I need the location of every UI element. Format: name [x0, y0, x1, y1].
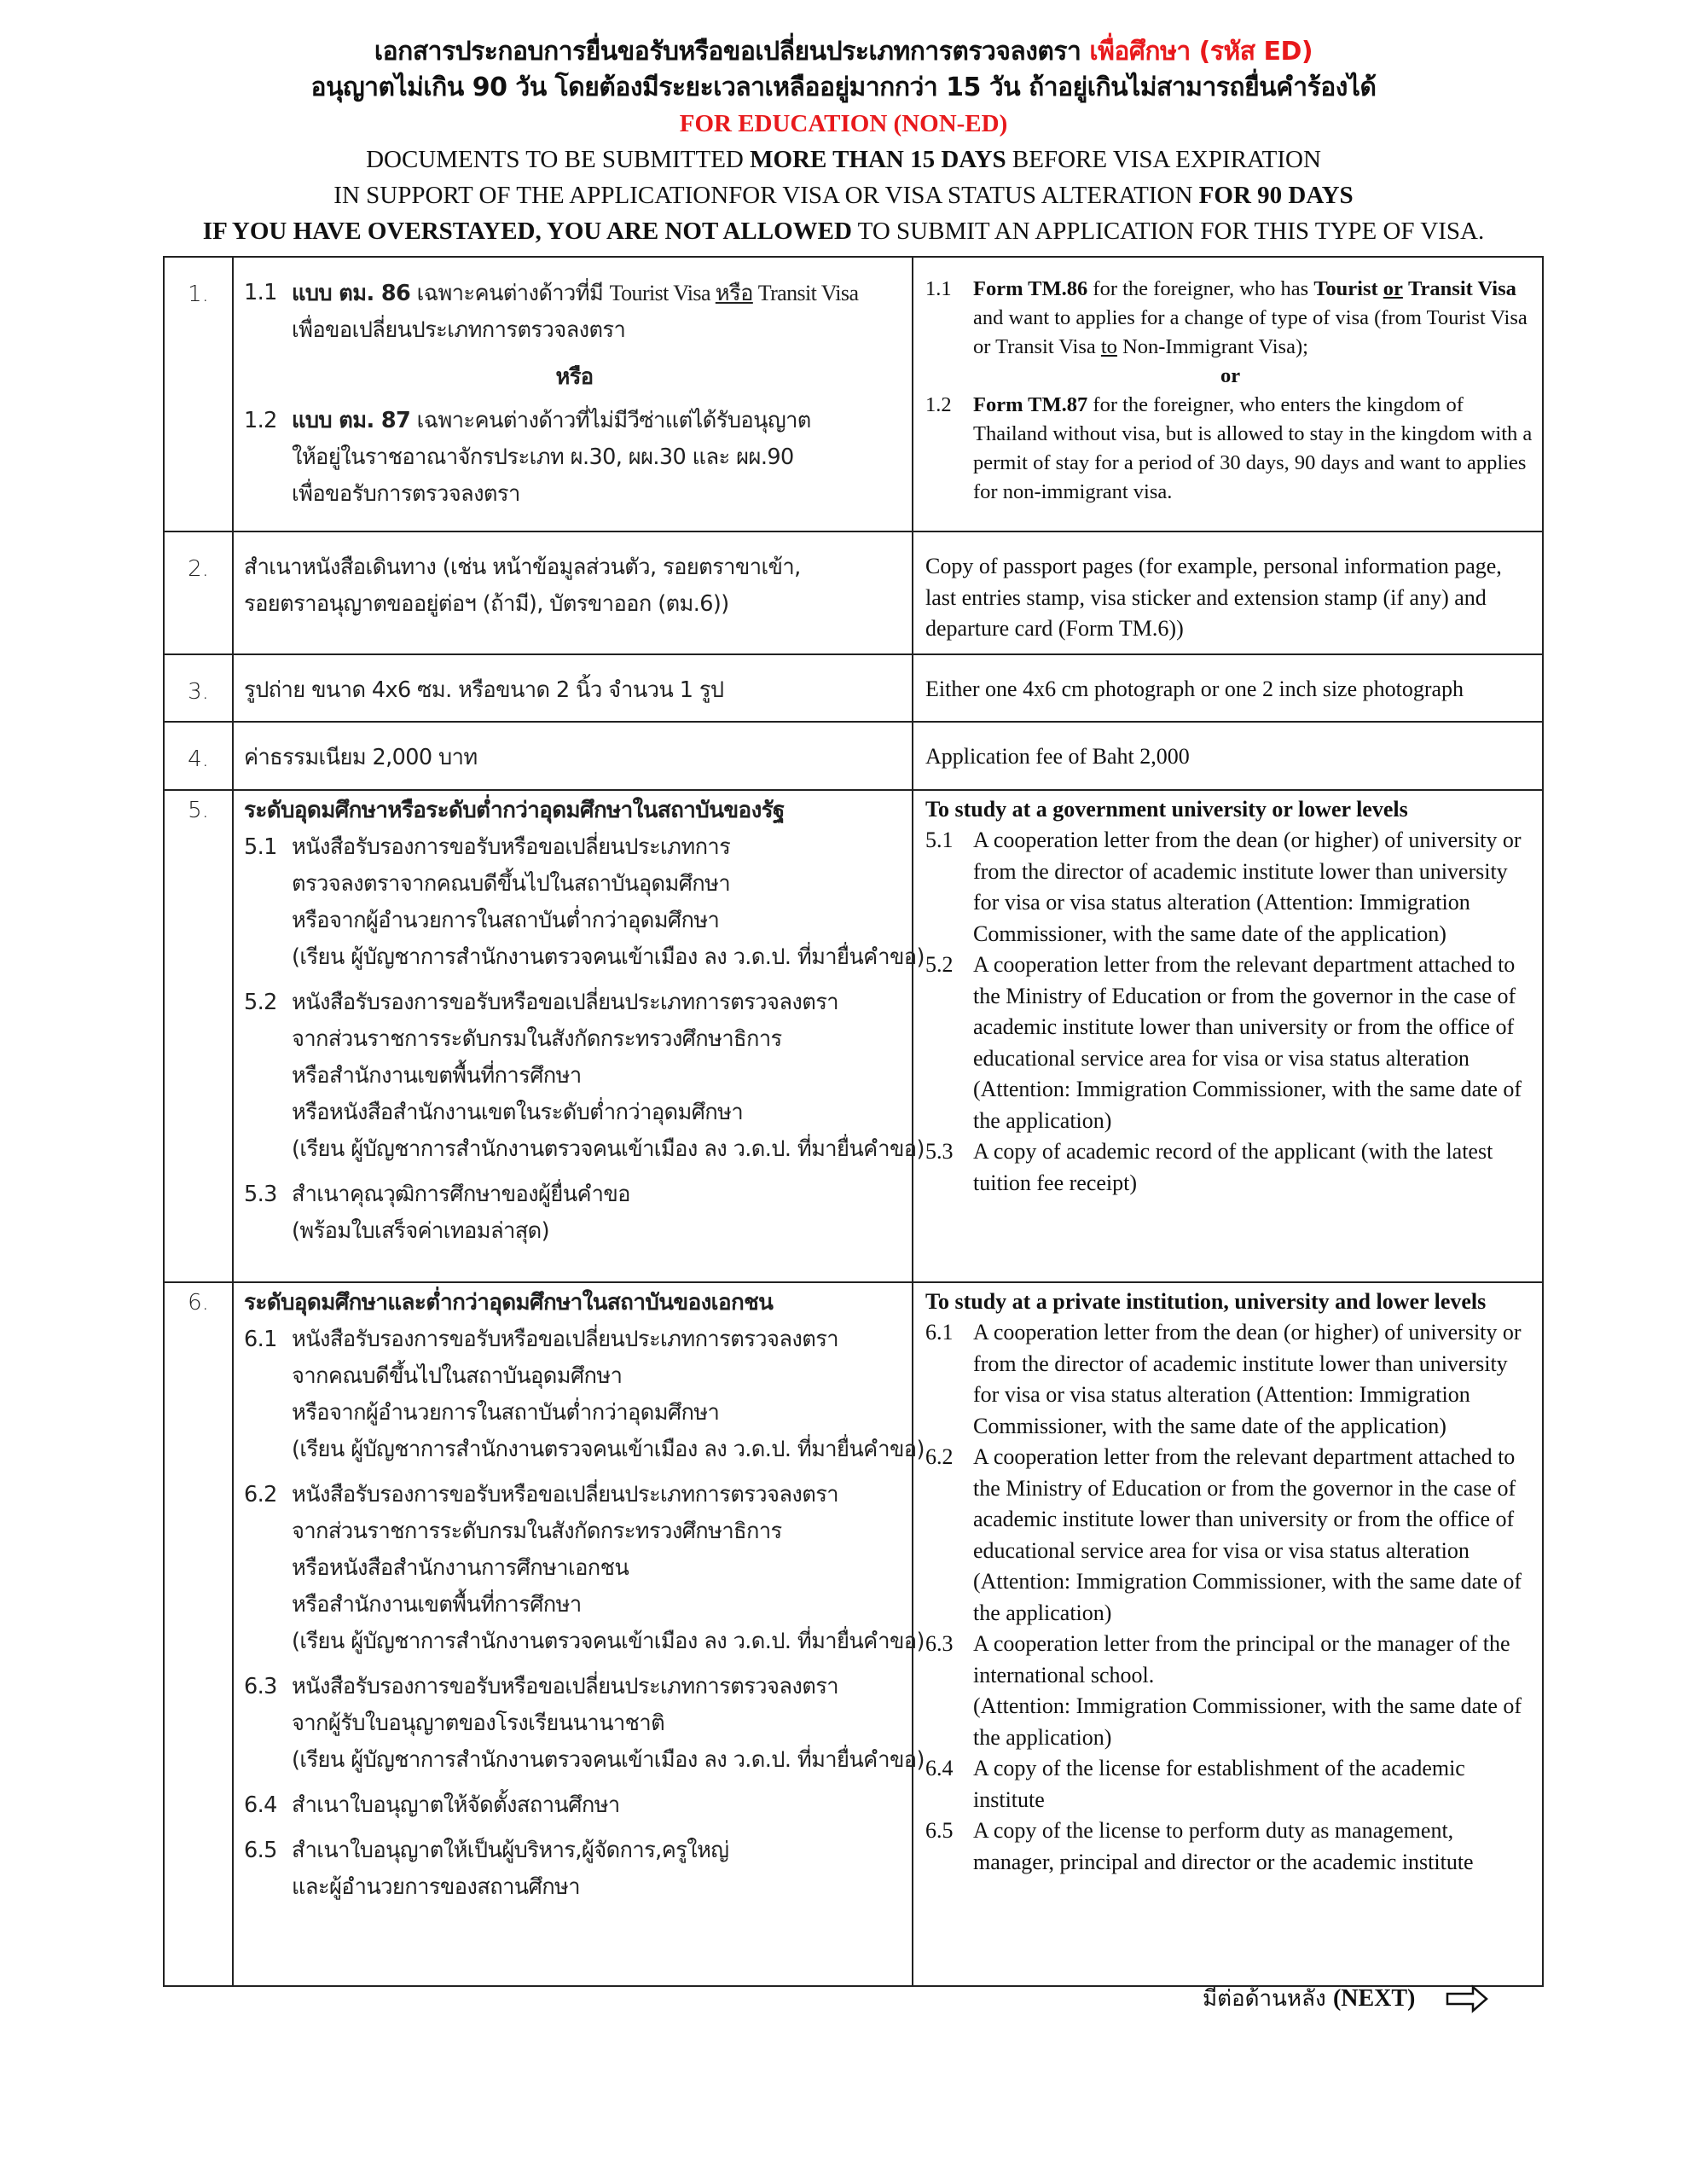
- submission-deadline-line: [0, 142, 1687, 177]
- table-row: [164, 722, 1543, 790]
- item-text: [973, 1136, 1535, 1199]
- item-line: สำเนาคุณวุฒิการศึกษาของผู้ยื่นคำขอ: [292, 1181, 630, 1207]
- item-label: 1.1: [925, 277, 952, 300]
- english-red-title: FOR EDUCATION (NON-ED): [679, 110, 1008, 137]
- item-label: 6.3: [925, 1631, 954, 1656]
- row-number: 2.: [164, 531, 233, 654]
- item-line: (เรียน ผู้บัญชาการสำนักงานตรวจคนเข้าเมือง ลง ว.ด.ป. ที่มายื่นคำขอ): [292, 1628, 925, 1654]
- table-row: [164, 654, 1543, 722]
- item-line: จากผู้รับใบอนุญาตของโรงเรียนนานาชาติ: [292, 1710, 665, 1736]
- item-text: [292, 829, 925, 976]
- item-line: (เรียน ผู้บัญชาการสำนักงานตรวจคนเข้าเมือง ลง ว.ด.ป. ที่มายื่นคำขอ): [292, 1746, 925, 1773]
- line6-a: IF YOU HAVE OVERSTAYED, YOU ARE NOT ALLOWED: [202, 218, 852, 245]
- footer-next: (NEXT): [1332, 1985, 1416, 2012]
- english-requirement: [913, 790, 1543, 1282]
- item-label: 1.2: [244, 408, 277, 433]
- english-requirement: Application fee of Baht 2,000: [913, 722, 1543, 790]
- english-item-list: [925, 1317, 1535, 1878]
- item-label: 5.3: [244, 1181, 277, 1207]
- item-body: A cooperation letter from the principal or the manager of the international school.: [973, 1631, 1510, 1687]
- list-item: [244, 985, 925, 1168]
- item-body: A copy of academic record of the applicant (with the latest tuition fee receipt): [973, 1139, 1493, 1195]
- item-text: [973, 950, 1535, 1136]
- item-line: หรือจากผู้อำนวยการในสถาบันต่ำกว่าอุดมศึกษา: [292, 1399, 720, 1426]
- text: Transit Visa: [1408, 277, 1516, 300]
- item-label: 5.2: [925, 952, 954, 977]
- text: and want to applies for a change of type of visa (from Tourist Visa or Transit Visa: [973, 306, 1528, 358]
- english-requirement: [913, 1282, 1543, 1986]
- item-label: 6.4: [244, 1792, 277, 1818]
- text: Transit Visa: [752, 281, 859, 305]
- item-line: (เรียน ผู้บัญชาการสำนักงานตรวจคนเข้าเมือง ลง ว.ด.ป. ที่มายื่นคำขอ): [292, 1436, 925, 1462]
- list-item: [925, 1753, 1535, 1815]
- list-item: [244, 1321, 925, 1468]
- table-row: [164, 1282, 1543, 1986]
- item-text: [973, 1629, 1535, 1753]
- line4-b: MORE THAN 15 DAYS: [750, 146, 1006, 173]
- row-number: 4.: [164, 722, 233, 790]
- item-line: หนังสือรับรองการขอรับหรือขอเปลี่ยนประเภทการตรวจลงตรา: [292, 1481, 839, 1507]
- item-body: A cooperation letter from the dean (or higher) of university or from the director of academic institute lower than university for visa or visa status alteration (Attention: Immigration Commissioner, with the same date of the application): [973, 1320, 1522, 1438]
- item-label: 1.2: [925, 393, 952, 416]
- item-label: 5.1: [925, 828, 954, 852]
- section-title: To study at a private institution, university and lower levels: [925, 1288, 1487, 1314]
- item-text: [292, 275, 905, 349]
- list-item: [244, 1787, 905, 1824]
- footer-text: [1203, 1981, 1415, 2016]
- text: Tourist Visa: [609, 281, 716, 305]
- item-line: หรือหนังสือสำนักงานเขตในระดับต่ำกว่าอุดมศึกษา: [292, 1099, 744, 1125]
- next-page-indicator: [1203, 1981, 1488, 2016]
- text: เฉพาะคนต่างด้าวที่มี: [410, 281, 610, 306]
- support-line: [0, 177, 1687, 213]
- item-text: [973, 1317, 1535, 1442]
- item-body: A cooperation letter from the dean (or higher) of university or from the director of academic institute lower than university for visa or visa status alteration (Attention: Immigration Commissioner, with the same date of the application): [973, 828, 1522, 946]
- list-item: [925, 275, 1535, 362]
- item-label: 6.1: [925, 1320, 954, 1345]
- item-line: (เรียน ผู้บัญชาการสำนักงานตรวจคนเข้าเมือง ลง ว.ด.ป. ที่มายื่นคำขอ): [292, 1136, 925, 1162]
- section-title: ระดับอุดมศึกษาหรือระดับต่ำกว่าอุดมศึกษาในสถาบันของรัฐ: [244, 797, 785, 823]
- item-line: หรือสำนักงานเขตพื้นที่การศึกษา: [292, 1591, 582, 1618]
- line5-a: IN SUPPORT OF THE APPLICATIONFOR VISA OR VISA STATUS ALTERATION: [333, 182, 1199, 209]
- text: หรือ: [715, 281, 753, 306]
- item-line: จากส่วนราชการระดับกรมในสังกัดกระทรวงศึกษาธิการ: [292, 1518, 782, 1544]
- thai-requirement: [233, 790, 925, 1282]
- thai-title: [0, 34, 1687, 70]
- right-arrow-icon: [1446, 1984, 1488, 2013]
- item-text: [292, 1176, 905, 1250]
- thai-item-list: [244, 1321, 925, 1906]
- list-item: [925, 391, 1535, 507]
- item-line: สำเนาใบอนุญาตให้เป็นผู้บริหาร,ผู้จัดการ,ครูใหญ่: [292, 1837, 729, 1863]
- english-requirement: Copy of passport pages (for example, personal information page, last entries stamp, visa sticker and extension stamp (if any) and departure card (Form TM.6)): [913, 531, 1543, 654]
- row-number: 5.: [164, 790, 233, 1282]
- list-item: [244, 1176, 905, 1250]
- table-row: [164, 531, 1543, 654]
- english-requirement: Either one 4x6 cm photograph or one 2 inch size photograph: [913, 654, 1543, 722]
- item-body: A copy of the license for establishment of the academic institute: [973, 1756, 1465, 1812]
- footer-thai: มีต่อด้านหลัง: [1203, 1986, 1333, 2012]
- item-label: 6.3: [244, 1673, 277, 1699]
- thai-requirement: ค่าธรรมเนียม 2,000 บาท: [233, 722, 913, 790]
- list-item: [925, 1317, 1535, 1442]
- item-label: 6.2: [925, 1444, 954, 1469]
- item-line: หนังสือรับรองการขอรับหรือขอเปลี่ยนประเภทการตรวจลงตรา: [292, 1673, 839, 1699]
- line5-b: FOR 90 DAYS: [1198, 182, 1354, 209]
- item-note: (Attention: Immigration Commissioner, with the same date of the application): [973, 1077, 1522, 1133]
- item-body: A copy of the license to perform duty as management, manager, principal and director or the academic institute: [973, 1818, 1474, 1874]
- text: รอยตราอนุญาตขออยู่ต่อฯ (ถ้ามี), บัตรขาออก (ตม.6)): [244, 591, 729, 617]
- overstay-warning: [0, 213, 1687, 249]
- item-line: และผู้อำนวยการของสถานศึกษา: [292, 1873, 580, 1900]
- item-label: 6.5: [925, 1818, 954, 1843]
- item-note: (Attention: Immigration Commissioner, with the same date of the application): [973, 1693, 1522, 1750]
- item-text: [973, 275, 1535, 362]
- item-label: 6.5: [244, 1837, 277, 1863]
- item-text: [973, 391, 1535, 507]
- thai-title-red: เพื่อศึกษา (รหัส ED): [1089, 37, 1313, 67]
- text: Form TM.87: [973, 393, 1088, 416]
- item-body: A cooperation letter from the relevant department attached to the Ministry of Education or from the governor in the case of academic institute lower than university or from the office of educational service area for visa or visa status alteration: [973, 952, 1516, 1071]
- line4-a: DOCUMENTS TO BE SUBMITTED: [366, 146, 751, 173]
- text: ให้อยู่ในราชอาณาจักรประเภท ผ.30, ผผ.30 และ ผผ.90: [292, 444, 794, 470]
- list-item: [244, 275, 905, 349]
- item-label: 1.1: [244, 280, 277, 305]
- list-item: [925, 1442, 1535, 1629]
- thai-item-list: [244, 829, 925, 1250]
- item-text: [973, 825, 1535, 950]
- list-item: [244, 1833, 905, 1906]
- item-text: [292, 1787, 905, 1824]
- item-line: จากคณบดีขึ้นไปในสถาบันอุดมศึกษา: [292, 1362, 623, 1389]
- item-label: 6.2: [244, 1481, 277, 1507]
- row-number: 6.: [164, 1282, 233, 1986]
- form-tm86-thai: แบบ ตม. 86: [292, 281, 411, 306]
- list-item: [925, 1815, 1535, 1878]
- item-line: หนังสือรับรองการขอรับหรือขอเปลี่ยนประเภทการตรวจลงตรา: [292, 1326, 839, 1352]
- item-label: 5.2: [244, 989, 277, 1015]
- text: เพื่อขอเปลี่ยนประเภทการตรวจลงตรา: [292, 317, 626, 343]
- item-label: 6.1: [244, 1326, 277, 1352]
- section-title: To study at a government university or lower levels: [925, 796, 1408, 822]
- row-number: 3.: [164, 654, 233, 722]
- text: Non-Immigrant Visa);: [1116, 335, 1308, 358]
- list-item: [244, 1669, 925, 1779]
- text: Tourist: [1313, 277, 1383, 300]
- thai-subtitle: อนุญาตไม่เกิน 90 วัน โดยต้องมีระยะเวลาเหลืออยู่มากกว่า 15 วัน ถ้าอยู่เกินไม่สามารถยื่นคำร้องได้: [310, 73, 1377, 102]
- document-header: [0, 34, 1687, 249]
- thai-requirement: [233, 257, 913, 531]
- english-requirement: [913, 257, 1543, 531]
- or-divider: หรือ: [555, 364, 594, 390]
- item-line: หรือจากผู้อำนวยการในสถาบันต่ำกว่าอุดมศึกษา: [292, 907, 720, 933]
- thai-title-main: เอกสารประกอบการยื่นขอรับหรือขอเปลี่ยนประเภทการตรวจลงตรา: [374, 37, 1090, 67]
- requirements-table: [163, 256, 1544, 1987]
- item-label: 6.4: [925, 1756, 954, 1780]
- list-item: [244, 403, 905, 513]
- text: Form TM.86: [973, 277, 1088, 300]
- list-item: [244, 1477, 925, 1660]
- list-item: [925, 825, 1535, 950]
- item-text: [973, 1442, 1535, 1629]
- text: for the foreigner, who has: [1087, 277, 1314, 300]
- line6-b: TO SUBMIT AN APPLICATION FOR THIS TYPE OF VISA.: [851, 218, 1485, 245]
- item-label: 5.1: [244, 834, 277, 860]
- text: เพื่อขอรับการตรวจลงตรา: [292, 481, 520, 507]
- item-line: จากส่วนราชการระดับกรมในสังกัดกระทรวงศึกษาธิการ: [292, 1025, 782, 1052]
- item-text: [292, 1321, 925, 1468]
- item-line: (เรียน ผู้บัญชาการสำนักงานตรวจคนเข้าเมือง ลง ว.ด.ป. ที่มายื่นคำขอ): [292, 944, 925, 970]
- item-text: [973, 1753, 1535, 1815]
- item-line: ตรวจลงตราจากคณบดีขึ้นไปในสถาบันอุดมศึกษา: [292, 870, 731, 897]
- item-line: หรือสำนักงานเขตพื้นที่การศึกษา: [292, 1062, 582, 1089]
- item-text: [292, 985, 925, 1168]
- text: to: [1100, 335, 1117, 358]
- item-text: [973, 1815, 1535, 1878]
- list-item: [925, 1629, 1535, 1753]
- table-row: [164, 257, 1543, 531]
- item-line: หรือหนังสือสำนักงานการศึกษาเอกชน: [292, 1554, 629, 1581]
- item-text: [292, 403, 905, 513]
- item-line: หนังสือรับรองการขอรับหรือขอเปลี่ยนประเภทการ: [292, 834, 731, 860]
- item-body: A cooperation letter from the relevant department attached to the Ministry of Education or from the governor in the case of academic institute lower than university or from the office of educational service area for visa or visa status alteration (Attention: Immigration Commissioner, with the same date of the application): [973, 1444, 1522, 1625]
- item-text: [292, 1833, 905, 1906]
- row-number: 1.: [164, 257, 233, 531]
- thai-requirement: [233, 531, 913, 654]
- english-item-list: [925, 825, 1535, 1199]
- text: สำเนาหนังสือเดินทาง (เช่น หน้าข้อมูลส่วนตัว, รอยตราขาเข้า,: [244, 555, 801, 580]
- form-tm87-thai: แบบ ตม. 87: [292, 408, 411, 433]
- item-text: [292, 1669, 925, 1779]
- thai-requirement: รูปถ่าย ขนาด 4x6 ซม. หรือขนาด 2 นิ้ว จำนวน 1 รูป: [233, 654, 913, 722]
- or-divider: or: [1220, 364, 1241, 387]
- thai-requirement: [233, 1282, 925, 1986]
- text: เฉพาะคนต่างด้าวที่ไม่มีวีซ่าแต่ได้รับอนุญาต: [410, 408, 811, 433]
- section-title: ระดับอุดมศึกษาและต่ำกว่าอุดมศึกษาในสถาบันของเอกชน: [244, 1289, 774, 1316]
- item-line: สำเนาใบอนุญาตให้จัดตั้งสถานศึกษา: [292, 1792, 620, 1818]
- item-line: (พร้อมใบเสร็จค่าเทอมล่าสุด): [292, 1217, 549, 1244]
- text: for the foreigner, who enters the kingdom of Thailand without visa, but is allowed to stay in the kingdom with a permit of stay for a period of 30 days, 90 days and want to applies for non-immigrant visa.: [973, 393, 1533, 503]
- list-item: [244, 829, 925, 976]
- text: or: [1383, 277, 1403, 300]
- item-line: หนังสือรับรองการขอรับหรือขอเปลี่ยนประเภทการตรวจลงตรา: [292, 989, 839, 1015]
- line4-c: BEFORE VISA EXPIRATION: [1006, 146, 1321, 173]
- item-label: 5.3: [925, 1139, 954, 1164]
- list-item: [925, 1136, 1535, 1199]
- table-row: [164, 790, 1543, 1282]
- item-text: [292, 1477, 925, 1660]
- list-item: [925, 950, 1535, 1136]
